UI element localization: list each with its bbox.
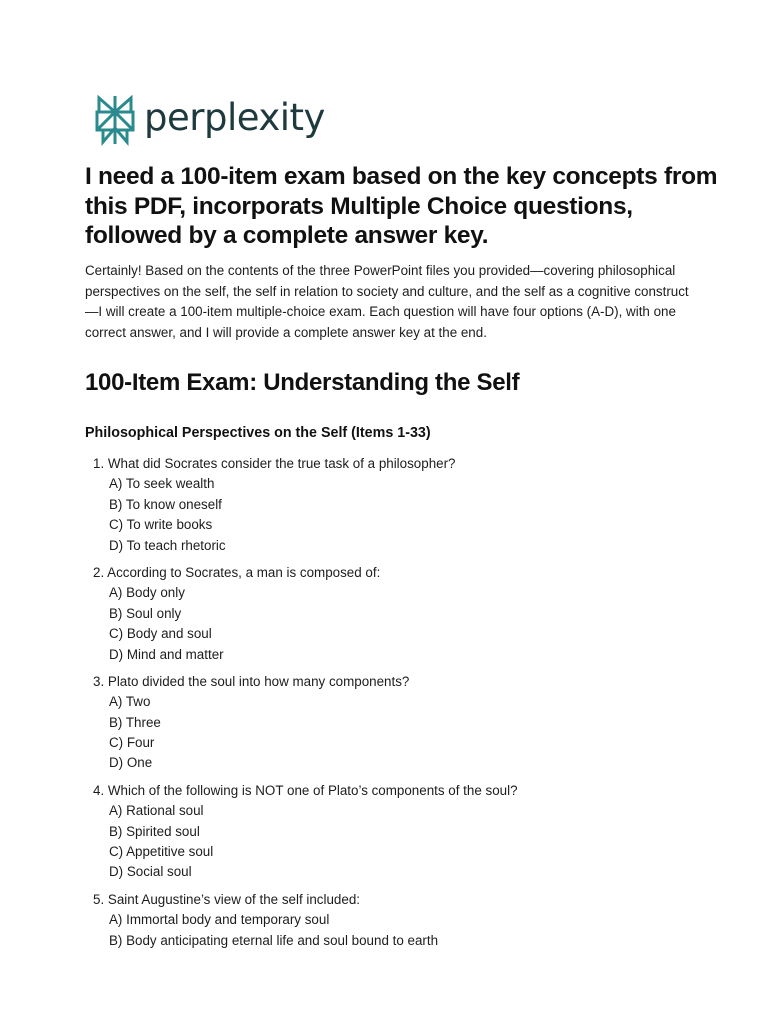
option-c: C) Four: [109, 735, 155, 751]
question-item: [93, 563, 713, 665]
option-d: D) To teach rhetoric: [109, 537, 226, 553]
question-item: [93, 890, 713, 951]
option-b: B) Body anticipating eternal life and soul bound to earth: [109, 932, 439, 948]
section-title: Philosophical Perspectives on the Self (Items 1-33): [85, 425, 431, 441]
question-item: [93, 672, 713, 774]
exam-title: 100-Item Exam: Understanding the Self: [85, 369, 520, 396]
option-c: C) Body and soul: [109, 626, 212, 642]
question-text: 1. What did Socrates consider the true task of a philosopher?: [93, 456, 456, 471]
option-b: B) To know oneself: [109, 496, 222, 512]
option-c: C) To write books: [109, 517, 213, 533]
option-d: D) Social soul: [109, 864, 192, 880]
option-c: C) Appetitive soul: [109, 843, 214, 859]
brand-logo: [94, 94, 325, 146]
option-d: D) Mind and matter: [109, 646, 224, 662]
question-text: 2. According to Socrates, a man is composed of:: [93, 564, 381, 580]
option-a: A) Immortal body and temporary soul: [109, 912, 330, 928]
question-text: 5. Saint Augustine’s view of the self included:: [93, 891, 360, 907]
question-text: 3. Plato divided the soul into how many components?: [93, 673, 410, 689]
option-a: A) Body only: [109, 585, 185, 601]
answer-intro: Certainly! Based on the contents of the three PowerPoint files you provided—covering philosophical perspectives on the self, the self in relation to society and culture, and the self as a cognitive construct—I will create a 100-item multiple-choice exam. Each question will have four options (A-D), with one correct answer, and I will provide a complete answer key at the end.: [85, 263, 689, 340]
question-item: [93, 454, 713, 556]
option-a: A) To seek wealth: [109, 476, 215, 492]
option-b: B) Three: [109, 714, 161, 730]
question-text: 4. Which of the following is NOT one of Plato’s components of the soul?: [93, 782, 518, 798]
option-b: B) Spirited soul: [109, 823, 200, 839]
brand-name: perplexity: [144, 96, 325, 139]
question-title: I need a 100-item exam based on the key concepts from this PDF, incorporats Multiple Choice questions, followed by a complete answer key.: [85, 163, 718, 249]
question-list: [93, 454, 713, 958]
option-a: A) Rational soul: [109, 803, 204, 819]
question-item: [93, 781, 713, 883]
option-a: A) Two: [109, 694, 151, 710]
option-d: D) One: [109, 755, 153, 771]
option-b: B) Soul only: [109, 605, 182, 621]
perplexity-logo-icon: [94, 94, 136, 146]
